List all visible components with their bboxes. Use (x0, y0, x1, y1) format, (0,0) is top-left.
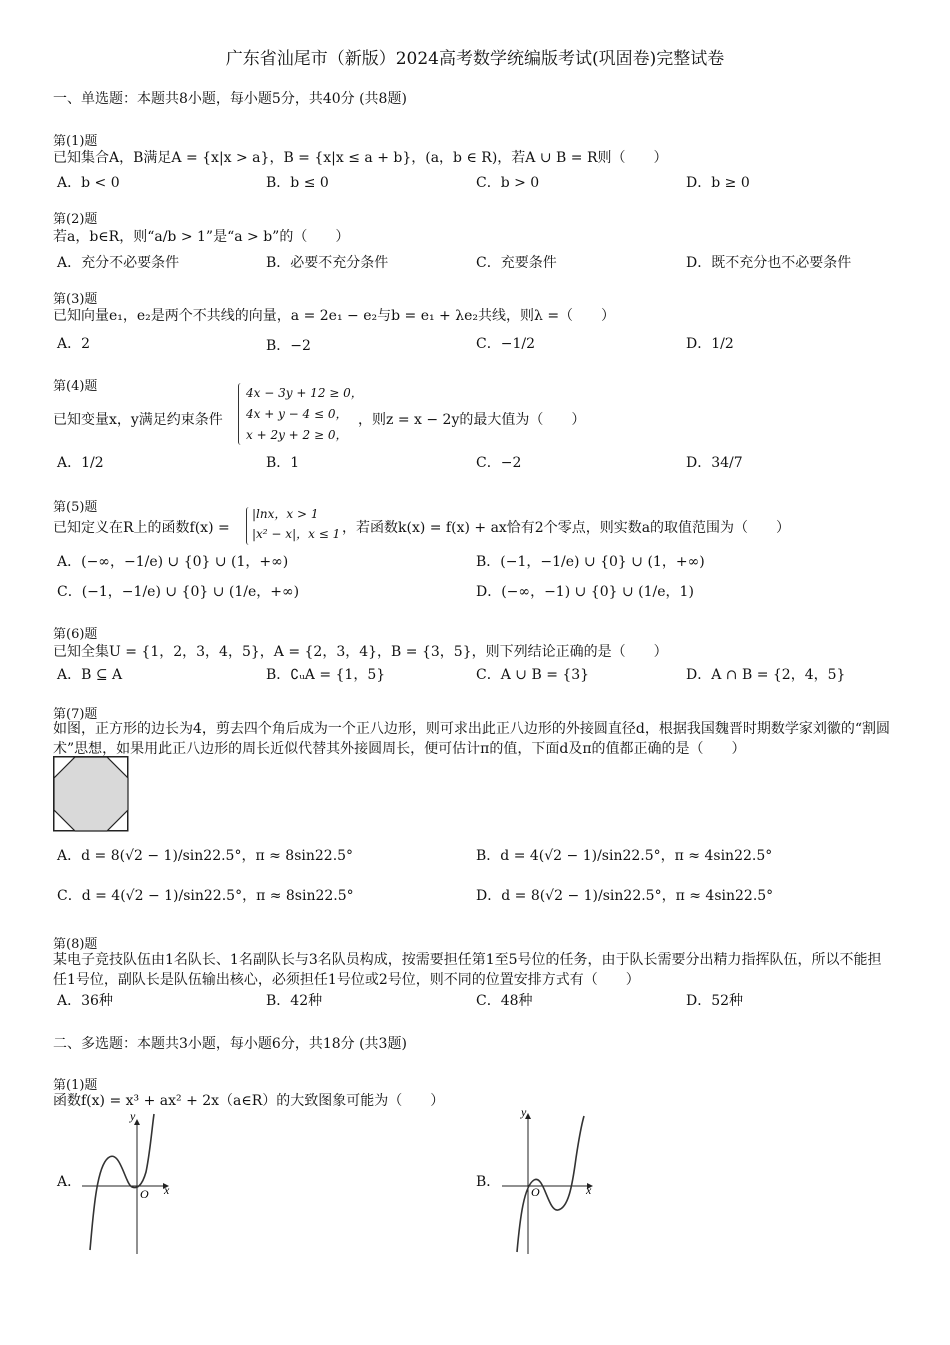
question-8-option-c[interactable]: C．48种 (476, 993, 533, 1009)
question-3-option-c[interactable]: C．−1/2 (476, 336, 535, 352)
question-1-number: 第(1)题 (53, 134, 98, 149)
question-1-option-b[interactable]: B．b ≤ 0 (266, 175, 329, 191)
question-8-option-a[interactable]: A．36种 (57, 993, 113, 1009)
page-title: 广东省汕尾市（新版）2024高考数学统编版考试(巩固卷)完整试卷 (225, 49, 725, 69)
question-3-option-a[interactable]: A．2 (57, 336, 91, 352)
question-6-number: 第(6)题 (53, 627, 98, 642)
section-heading-multiple-choice: 二、多选题：本题共3小题，每小题6分，共18分 (共3题) (53, 1036, 407, 1052)
curve-b (517, 1116, 584, 1252)
question-5-stem-end: ，若函数k(x) = f(x) + ax恰有2个零点，则实数a的取值范围为（ ） (342, 520, 791, 536)
question-6-stem: 已知全集U = {1，2，3，4，5}，A = {2，3，4}，B = {3，5}，则下列结论正确的是（ ） (53, 644, 668, 660)
multi-question-1-stem: 函数f(x) = x³ + ax² + 2x（a∈R）的大致图象可能为（ ） (53, 1093, 445, 1109)
question-7-option-b[interactable]: B．d = 4(√2 − 1)/sin22.5°，π ≈ 4sin22.5° (476, 848, 773, 864)
question-4-number: 第(4)题 (53, 379, 98, 394)
multi-question-1-number: 第(1)题 (53, 1078, 98, 1093)
question-5-brace (246, 507, 249, 545)
question-1-option-a[interactable]: A．b < 0 (57, 175, 120, 191)
question-6-option-a[interactable]: A．B ⊆ A (57, 667, 123, 683)
y-axis-label: y (521, 1108, 527, 1119)
question-2-option-a[interactable]: A．充分不必要条件 (57, 255, 180, 271)
multi-question-1-option-b[interactable]: B． (476, 1174, 501, 1190)
question-4-option-a[interactable]: A．1/2 (57, 455, 104, 471)
question-1-stem: 已知集合A，B满足A = {x|x > a}，B = {x|x ≤ a + b}，(a，b ∈ R)，若A ∪ B = R则（ ） (53, 150, 668, 166)
question-5-number: 第(5)题 (53, 500, 98, 515)
question-3-number: 第(3)题 (53, 292, 98, 307)
question-5-option-b[interactable]: B．(−1，−1/e) ∪ {0} ∪ (1，+∞) (476, 554, 705, 570)
question-7-option-d[interactable]: D．d = 8(√2 − 1)/sin22.5°，π ≈ 4sin22.5° (476, 888, 774, 904)
question-8-number: 第(8)题 (53, 937, 98, 952)
question-4-constraint-2: 4x + y − 4 ≤ 0， (246, 407, 348, 421)
question-5-stem-start: 已知定义在R上的函数f(x) = (53, 520, 230, 536)
question-4-brace (238, 383, 241, 445)
question-7-number: 第(7)题 (53, 707, 98, 722)
graph-option-b (500, 1108, 600, 1256)
question-3-option-b[interactable]: B．−2 (266, 338, 311, 354)
question-8-stem: 某电子竞技队伍由1名队长、1名副队长与3名队员构成，按需要担任第1至5号位的任务，由于队长需要分出精力指挥队伍，所以不能担任1号位，副队长是队伍输出核心，必须担任1号位或2号位，则不同的位置安排方式有（ ） (53, 952, 882, 988)
octagon-figure (53, 756, 129, 832)
question-4-option-b[interactable]: B．1 (266, 455, 300, 471)
question-3-option-d[interactable]: D．1/2 (686, 336, 734, 352)
question-3-stem: 已知向量e₁，e₂是两个不共线的向量，a = 2e₁ − e₂与b = e₁ + λe₂共线，则λ =（ ） (53, 308, 616, 324)
octagon-shape (54, 757, 128, 831)
question-1-option-c[interactable]: C．b > 0 (476, 175, 540, 191)
question-2-number: 第(2)题 (53, 212, 98, 227)
question-6-option-d[interactable]: D．A ∩ B = {2，4，5} (686, 667, 846, 683)
question-4-stem-end: ，则z = x − 2y的最大值为（ ） (358, 412, 586, 428)
question-7-stem: 如图，正方形的边长为4，剪去四个角后成为一个正八边形，则可求出此正八边形的外接圆直径d，根据我国魏晋时期数学家刘徽的“割圆术”思想，如果用此正八边形的周长近似代替其外接圆周长，便可估计π的值，下面d及π的值都正确的是（ ） (53, 721, 891, 757)
y-axis-label: y (130, 1109, 136, 1123)
question-2-option-b[interactable]: B．必要不充分条件 (266, 255, 389, 271)
question-4-option-d[interactable]: D．34/7 (686, 455, 743, 471)
question-2-option-d[interactable]: D．既不充分也不必要条件 (686, 255, 852, 271)
graph-option-a (80, 1108, 190, 1256)
question-4-constraint-1: 4x − 3y + 12 ≥ 0， (246, 386, 363, 400)
section-heading-single-choice: 一、单选题：本题共8小题，每小题5分，共40分 (共8题) (53, 91, 407, 107)
origin-label: O (140, 1187, 149, 1201)
multi-question-1-option-a[interactable]: A． (57, 1174, 82, 1190)
question-2-option-c[interactable]: C．充要条件 (476, 255, 557, 271)
question-8-option-b[interactable]: B．42种 (266, 993, 323, 1009)
x-axis-label: x (586, 1183, 592, 1197)
question-5-piece-2: |x² − x|，x ≤ 1 (252, 527, 341, 541)
origin-label: O (531, 1185, 540, 1199)
question-4-option-c[interactable]: C．−2 (476, 455, 522, 471)
question-1-option-d[interactable]: D．b ≥ 0 (686, 175, 750, 191)
question-2-stem: 若a，b∈R，则“a/b > 1”是“a > b”的（ ） (53, 229, 350, 245)
question-7-option-a[interactable]: A．d = 8(√2 − 1)/sin22.5°，π ≈ 8sin22.5° (57, 848, 354, 864)
x-axis-label: x (164, 1183, 170, 1197)
question-6-option-b[interactable]: B．∁ᵤA = {1，5} (266, 667, 386, 683)
question-4-constraint-3: x + 2y + 2 ≥ 0， (246, 428, 348, 442)
curve-a (90, 1114, 154, 1250)
question-5-option-d[interactable]: D．(−∞，−1) ∪ {0} ∪ (1/e，1) (476, 584, 694, 600)
question-8-option-d[interactable]: D．52种 (686, 993, 744, 1009)
question-7-option-c[interactable]: C．d = 4(√2 − 1)/sin22.5°，π ≈ 8sin22.5° (57, 888, 354, 904)
question-5-option-a[interactable]: A．(−∞，−1/e) ∪ {0} ∪ (1，+∞) (57, 554, 289, 570)
question-6-option-c[interactable]: C．A ∪ B = {3} (476, 667, 590, 683)
question-5-option-c[interactable]: C．(−1，−1/e) ∪ {0} ∪ (1/e，+∞) (57, 584, 300, 600)
question-4-stem-start: 已知变量x，y满足约束条件 (53, 412, 223, 428)
question-5-piece-1: |lnx，x > 1 (252, 507, 319, 521)
